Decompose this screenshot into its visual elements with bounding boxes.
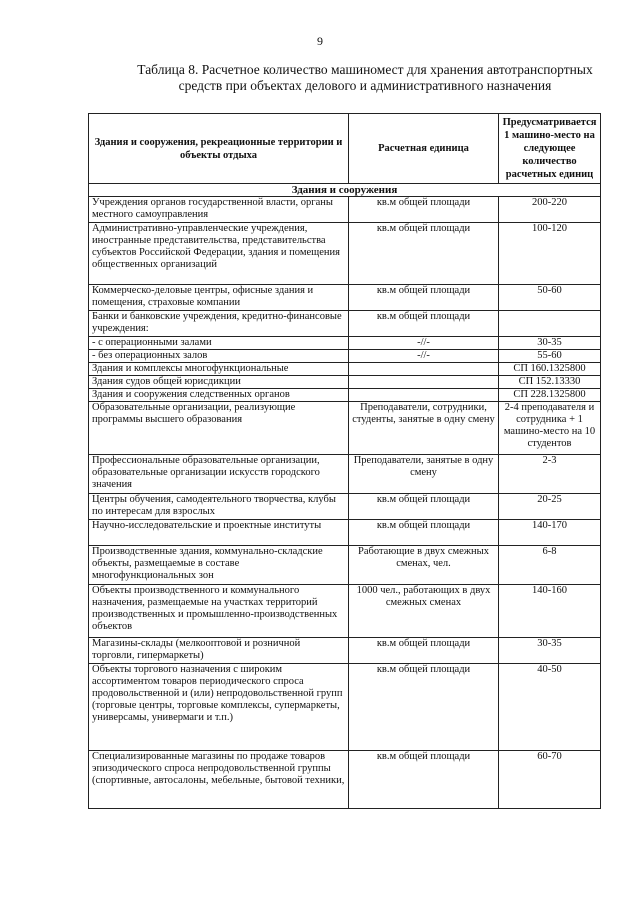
page-number: 9 [317, 34, 323, 48]
cell-value: 30-35 [499, 638, 601, 664]
table-row [89, 337, 601, 350]
table-row [89, 363, 601, 376]
cell-unit: Преподаватели, занятые в одну смену [349, 455, 499, 494]
cell-name: Административно-управленческие учреждения, иностранные представительства, представительства субъектов Российской Федерации, здания и помещения общественных организаций [89, 223, 349, 285]
cell-unit: кв.м общей площади [349, 638, 499, 664]
table-row [89, 389, 601, 402]
table-row [89, 402, 601, 455]
cell-value: 30-35 [499, 337, 601, 350]
table-row [89, 197, 601, 223]
cell-name: Образовательные организации, реализующие программы высшего образования [89, 402, 349, 455]
cell-value: СП 160.1325800 [499, 363, 601, 376]
cell-unit: -//- [349, 350, 499, 363]
cell-unit: кв.м общей площади [349, 664, 499, 751]
cell-unit: 1000 чел., работающих в двух смежных сменах [349, 585, 499, 638]
cell-unit [349, 389, 499, 402]
cell-name: Центры обучения, самодеятельного творчества, клубы по интересам для взрослых [89, 494, 349, 520]
cell-value: 2-4 преподавателя и сотрудника + 1 машино-место на 10 студентов [499, 402, 601, 455]
cell-unit [349, 363, 499, 376]
table-header-row [89, 114, 601, 184]
table-row [89, 664, 601, 751]
col-header-buildings: Здания и сооружения, рекреационные территории и объекты отдыха [89, 114, 349, 184]
cell-unit: кв.м общей площади [349, 751, 499, 809]
table-title: Таблица 8. Расчетное количество машиномест для хранения автотранспортных средств при объектах делового и административного назначения [137, 62, 593, 93]
cell-name: - без операционных залов [89, 350, 349, 363]
table-row [89, 376, 601, 389]
table-row [89, 585, 601, 638]
cell-name: Коммерческо-деловые центры, офисные здания и помещения, страховые компании [89, 285, 349, 311]
table-row [89, 494, 601, 520]
cell-name: Здания и сооружения следственных органов [89, 389, 349, 402]
cell-value: 50-60 [499, 285, 601, 311]
col-header-unit: Расчетная единица [349, 114, 499, 184]
cell-name: Здания и комплексы многофункциональные [89, 363, 349, 376]
table-row [89, 751, 601, 809]
cell-unit: кв.м общей площади [349, 223, 499, 285]
parking-table [88, 113, 601, 809]
cell-value: 60-70 [499, 751, 601, 809]
cell-name: Учреждения органов государственной власти, органы местного самоуправления [89, 197, 349, 223]
cell-value: 2-3 [499, 455, 601, 494]
table-row [89, 546, 601, 585]
section-title: Здания и сооружения [89, 184, 601, 197]
cell-name: Объекты производственного и коммунального назначения, размещаемые на участках территорий производственных и промышленно-производственных объектов [89, 585, 349, 638]
cell-unit: Преподаватели, сотрудники, студенты, занятые в одну смену [349, 402, 499, 455]
table-row [89, 285, 601, 311]
cell-value: 200-220 [499, 197, 601, 223]
cell-unit: кв.м общей площади [349, 197, 499, 223]
cell-value: 140-170 [499, 520, 601, 546]
col-header-norm: Предусматривается 1 машино-место на следующее количество расчетных единиц [499, 114, 601, 184]
table-row [89, 311, 601, 337]
cell-name: Здания судов общей юрисдикции [89, 376, 349, 389]
table-row [89, 350, 601, 363]
cell-name: Научно-исследовательские и проектные институты [89, 520, 349, 546]
cell-name: Профессиональные образовательные организации, образовательные организации искусств городского значения [89, 455, 349, 494]
cell-unit: кв.м общей площади [349, 285, 499, 311]
cell-value [499, 311, 601, 337]
cell-unit: кв.м общей площади [349, 311, 499, 337]
cell-value: 20-25 [499, 494, 601, 520]
cell-name: - с операционными залами [89, 337, 349, 350]
cell-value: СП 152.13330 [499, 376, 601, 389]
cell-unit: -//- [349, 337, 499, 350]
cell-unit: кв.м общей площади [349, 494, 499, 520]
cell-value: 55-60 [499, 350, 601, 363]
section-row [89, 184, 601, 197]
cell-value: СП 228.1325800 [499, 389, 601, 402]
table-row [89, 223, 601, 285]
cell-unit: Работающие в двух смежных сменах, чел. [349, 546, 499, 585]
cell-name: Магазины-склады (мелкооптовой и розничной торговли, гипермаркеты) [89, 638, 349, 664]
cell-name: Производственные здания, коммунально-складские объекты, размещаемые в составе многофункциональных зон [89, 546, 349, 585]
cell-unit: кв.м общей площади [349, 520, 499, 546]
table-row [89, 455, 601, 494]
cell-name: Специализированные магазины по продаже товаров эпизодического спроса непродовольственной группы (спортивные, автосалоны, мебельные, бытовой техники, [89, 751, 349, 809]
cell-name: Банки и банковские учреждения, кредитно-финансовые учреждения: [89, 311, 349, 337]
cell-unit [349, 376, 499, 389]
cell-value: 100-120 [499, 223, 601, 285]
table-row [89, 638, 601, 664]
cell-value: 140-160 [499, 585, 601, 638]
cell-value: 6-8 [499, 546, 601, 585]
cell-value: 40-50 [499, 664, 601, 751]
table-row [89, 520, 601, 546]
cell-name: Объекты торгового назначения с широким ассортиментом товаров периодического спроса продовольственной и (или) непродовольственной групп (торговые центры, торговые комплексы, супермаркеты, универсамы, универмаги и т.п.) [89, 664, 349, 751]
